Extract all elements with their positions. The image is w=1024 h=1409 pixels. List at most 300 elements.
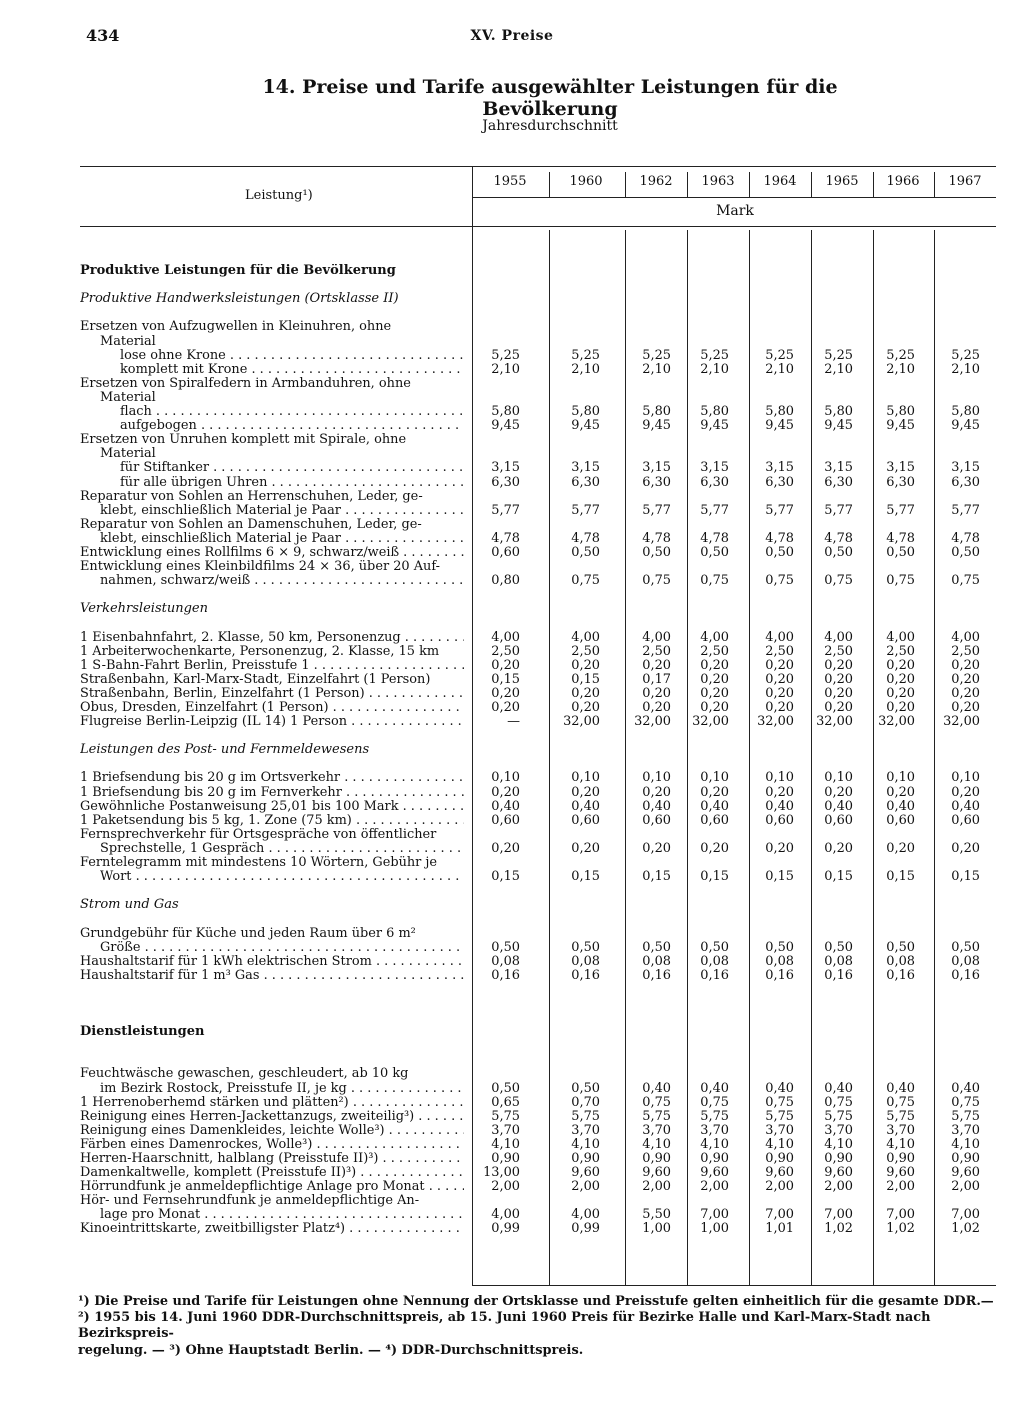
value-cell: 0,75 bbox=[886, 1094, 915, 1110]
value-cell: 0,10 bbox=[700, 770, 729, 786]
value-cell: 4,10 bbox=[571, 1136, 600, 1152]
value-cell: 6,30 bbox=[700, 474, 729, 490]
value-cell: 5,75 bbox=[765, 1108, 794, 1124]
table-row bbox=[80, 814, 996, 828]
value-cell: 7,00 bbox=[886, 1207, 915, 1223]
value-cell: 2,10 bbox=[886, 361, 915, 377]
row-label-text: Reinigung eines Damenkleides, leichte Wolle³) bbox=[80, 1123, 385, 1138]
value-cell: 0,20 bbox=[700, 784, 729, 800]
value-cell: 5,77 bbox=[642, 502, 671, 518]
table-row bbox=[80, 490, 996, 504]
value-cell: 5,80 bbox=[886, 404, 915, 420]
value-cell: 0,75 bbox=[700, 1094, 729, 1110]
value-cell: 0,20 bbox=[700, 685, 729, 701]
table-row bbox=[80, 884, 996, 898]
value-cell: 4,10 bbox=[491, 1136, 520, 1152]
row-label-text: Ersetzen von Spiralfedern in Armbanduhren, ohne bbox=[80, 376, 411, 391]
row-label bbox=[80, 1152, 464, 1166]
value-cell: 0,16 bbox=[642, 967, 671, 983]
leader-dots bbox=[414, 1110, 464, 1124]
value-cell: 4,78 bbox=[491, 530, 520, 546]
table-row bbox=[80, 588, 996, 602]
value-cell: 0,60 bbox=[951, 812, 980, 828]
value-cell: 2,10 bbox=[765, 361, 794, 377]
table-row bbox=[80, 476, 996, 490]
value-cell: 0,90 bbox=[765, 1151, 794, 1166]
value-cell: 0,40 bbox=[765, 798, 794, 814]
value-cell: 4,10 bbox=[642, 1136, 671, 1152]
leader-dots bbox=[365, 687, 464, 701]
value-cell: 0,20 bbox=[824, 840, 853, 856]
leader-dots bbox=[347, 715, 464, 729]
value-cell: 4,78 bbox=[700, 530, 729, 546]
value-cell: 0,90 bbox=[642, 1151, 671, 1166]
value-cell: 0,75 bbox=[951, 1094, 980, 1110]
subsection-heading bbox=[80, 602, 996, 616]
value-cell: 9,60 bbox=[700, 1165, 729, 1181]
row-label bbox=[80, 955, 464, 969]
table-row bbox=[80, 659, 996, 673]
value-cell: 4,78 bbox=[824, 530, 853, 546]
year-header: 1967 bbox=[948, 174, 982, 189]
value-cell: 0,20 bbox=[700, 657, 729, 673]
row-label-text: Färben eines Damenrockes, Wolle³) bbox=[80, 1137, 313, 1152]
value-cell: 4,10 bbox=[765, 1136, 794, 1152]
value-cell: 5,77 bbox=[700, 502, 729, 518]
leader-dots bbox=[264, 842, 464, 856]
value-cell: 0,10 bbox=[886, 770, 915, 786]
table-row bbox=[80, 941, 996, 955]
value-cell: 0,20 bbox=[886, 700, 915, 715]
value-cell: 4,10 bbox=[951, 1136, 980, 1152]
value-cell: 0,75 bbox=[824, 1094, 853, 1110]
value-cell: 7,00 bbox=[700, 1207, 729, 1223]
value-cell: 0,20 bbox=[951, 784, 980, 800]
value-cell: 0,60 bbox=[491, 812, 520, 828]
row-label-text: im Bezirk Rostock, Preisstufe II, je kg bbox=[100, 1081, 347, 1096]
value-cell: 0,08 bbox=[700, 953, 729, 969]
value-cell: 2,50 bbox=[886, 643, 915, 659]
row-label-text: 1 Briefsendung bis 20 g im Fernverkehr bbox=[80, 785, 342, 800]
value-cell: 0,60 bbox=[824, 812, 853, 828]
value-cell: 32,00 bbox=[878, 714, 915, 730]
value-cell: 0,16 bbox=[951, 967, 980, 983]
value-cell: 0,40 bbox=[824, 798, 853, 814]
value-cell: 0,15 bbox=[642, 869, 671, 885]
value-cell: 5,75 bbox=[824, 1108, 853, 1124]
table-row bbox=[80, 391, 996, 405]
value-cell: 0,20 bbox=[642, 700, 671, 715]
table-row bbox=[80, 800, 996, 814]
row-label-text: Feuchtwäsche gewaschen, geschleudert, ab 10 kg bbox=[80, 1067, 409, 1082]
value-cell: 0,20 bbox=[642, 784, 671, 800]
value-cell: 5,77 bbox=[824, 502, 853, 518]
row-label bbox=[80, 1138, 464, 1152]
value-cell: 0,10 bbox=[571, 770, 600, 786]
row-label bbox=[80, 602, 464, 616]
table-row bbox=[80, 687, 996, 701]
row-label bbox=[80, 1067, 464, 1081]
value-cell: 0,20 bbox=[700, 671, 729, 687]
row-label bbox=[80, 532, 464, 546]
value-cell: 0,20 bbox=[951, 685, 980, 701]
year-header: 1962 bbox=[639, 174, 673, 189]
value-cell: 32,00 bbox=[692, 714, 729, 730]
value-cell: 0,50 bbox=[824, 939, 853, 955]
value-cell: 2,00 bbox=[491, 1179, 520, 1195]
value-cell: 9,45 bbox=[700, 418, 729, 434]
row-label bbox=[80, 1096, 464, 1110]
value-cell: 0,20 bbox=[765, 784, 794, 800]
leader-dots bbox=[385, 1124, 464, 1138]
table-row bbox=[80, 757, 996, 771]
row-label bbox=[80, 320, 464, 334]
table-row bbox=[80, 1166, 996, 1180]
row-label bbox=[80, 461, 464, 475]
table-row bbox=[80, 786, 996, 800]
value-cell: 0,40 bbox=[700, 798, 729, 814]
value-cell: 9,60 bbox=[571, 1165, 600, 1181]
column-separator bbox=[934, 172, 935, 197]
table-row bbox=[80, 673, 996, 687]
value-cell: 5,80 bbox=[765, 404, 794, 420]
row-label-text: Verkehrsleistungen bbox=[80, 602, 208, 617]
table-row bbox=[80, 560, 996, 574]
table-row bbox=[80, 546, 996, 560]
value-cell: 0,40 bbox=[491, 798, 520, 814]
value-cell: 0,50 bbox=[886, 939, 915, 955]
year-header: 1955 bbox=[493, 174, 527, 189]
row-label bbox=[80, 870, 464, 884]
table-row bbox=[80, 574, 996, 588]
leader-dots bbox=[197, 419, 464, 433]
value-cell: 0,20 bbox=[571, 657, 600, 673]
value-cell: 4,00 bbox=[571, 1207, 600, 1223]
row-label-text: Entwicklung eines Kleinbildfilms 24 × 36, über 20 Auf- bbox=[80, 560, 440, 575]
value-cell: 0,60 bbox=[642, 812, 671, 828]
value-cell: 0,15 bbox=[951, 869, 980, 885]
row-label bbox=[80, 405, 464, 419]
unit-label: Mark bbox=[716, 203, 754, 219]
row-label bbox=[80, 898, 464, 912]
row-label bbox=[80, 771, 464, 785]
column-separator bbox=[549, 172, 550, 197]
table-title: 14. Preise und Tarife ausgewählter Leistungen für die Bevölkerung bbox=[262, 76, 838, 120]
value-cell: 0,20 bbox=[765, 840, 794, 856]
value-cell: 3,70 bbox=[642, 1122, 671, 1138]
value-cell: 0,20 bbox=[886, 840, 915, 856]
value-cell: 0,20 bbox=[642, 685, 671, 701]
row-label bbox=[80, 476, 464, 490]
value-cell: 0,15 bbox=[491, 869, 520, 885]
value-cell: 3,15 bbox=[765, 460, 794, 476]
value-cell: 6,30 bbox=[571, 474, 600, 490]
value-cell: 0,50 bbox=[886, 544, 915, 560]
value-cell: 0,15 bbox=[491, 671, 520, 687]
value-cell: 0,20 bbox=[765, 700, 794, 715]
value-cell: 1,00 bbox=[700, 1221, 729, 1237]
leader-dots bbox=[329, 701, 464, 715]
value-cell: 2,00 bbox=[886, 1179, 915, 1195]
value-cell: 6,30 bbox=[765, 474, 794, 490]
table-row bbox=[80, 1138, 996, 1152]
row-label-text: Reparatur von Sohlen an Damenschuhen, Leder, ge- bbox=[80, 517, 422, 532]
value-cell: 0,40 bbox=[824, 1080, 853, 1096]
footnote-2: ²) 1955 bis 14. Juni 1960 DDR-Durchschnittspreis, ab 15. Juni 1960 Preis für Bezirke Halle und Karl-Marx-Stadt nach Bezirkspreis- bbox=[78, 1310, 931, 1342]
table-row bbox=[80, 1053, 996, 1067]
value-cell: 0,60 bbox=[765, 812, 794, 828]
value-cell: 0,20 bbox=[886, 671, 915, 687]
value-cell: 0,75 bbox=[765, 1094, 794, 1110]
value-cell: 1,01 bbox=[765, 1221, 794, 1237]
row-label bbox=[80, 743, 464, 757]
value-cell: 9,60 bbox=[886, 1165, 915, 1181]
value-cell: 0,20 bbox=[491, 657, 520, 673]
value-cell: 0,20 bbox=[571, 840, 600, 856]
table-row bbox=[80, 828, 996, 842]
value-cell: 6,30 bbox=[951, 474, 980, 490]
value-cell: 0,75 bbox=[571, 573, 600, 589]
value-cell: 0,50 bbox=[700, 939, 729, 955]
value-cell: 0,20 bbox=[700, 700, 729, 715]
row-label-text: flach bbox=[120, 405, 152, 420]
row-label-text: Kinoeintrittskarte, zweitbilligster Platz⁴) bbox=[80, 1222, 346, 1237]
leader-dots bbox=[401, 631, 464, 645]
leader-dots bbox=[399, 546, 464, 560]
value-cell: 0,75 bbox=[642, 1094, 671, 1110]
leader-dots bbox=[372, 955, 464, 969]
value-cell: 0,20 bbox=[951, 700, 980, 715]
table-row bbox=[80, 349, 996, 363]
value-cell: 0,20 bbox=[765, 671, 794, 687]
row-label bbox=[80, 631, 464, 645]
row-label-text: Material bbox=[100, 334, 156, 349]
leader-dots bbox=[340, 771, 464, 785]
value-cell: 0,15 bbox=[886, 869, 915, 885]
leader-dots bbox=[226, 349, 464, 363]
value-cell: 5,80 bbox=[951, 404, 980, 420]
value-cell: 0,65 bbox=[491, 1094, 520, 1110]
table-row bbox=[80, 1194, 996, 1208]
value-cell: 4,78 bbox=[571, 530, 600, 546]
value-cell: 0,20 bbox=[951, 657, 980, 673]
value-cell: 0,16 bbox=[700, 967, 729, 983]
footnotes bbox=[78, 1294, 994, 1359]
value-cell: 0,20 bbox=[824, 685, 853, 701]
value-cell: 0,40 bbox=[886, 1080, 915, 1096]
value-cell: 9,45 bbox=[824, 418, 853, 434]
row-label bbox=[80, 1082, 464, 1096]
value-cell: 3,70 bbox=[491, 1122, 520, 1138]
row-label bbox=[80, 391, 464, 405]
value-cell: 0,08 bbox=[951, 953, 980, 969]
table-row bbox=[80, 504, 996, 518]
leader-dots bbox=[260, 969, 465, 983]
row-label-text: Flugreise Berlin-Leipzig (IL 14) 1 Person bbox=[80, 715, 348, 730]
value-cell: 3,70 bbox=[765, 1122, 794, 1138]
table-row bbox=[80, 1180, 996, 1194]
value-cell: 0,50 bbox=[700, 544, 729, 560]
table-row bbox=[80, 335, 996, 349]
value-cell: 0,60 bbox=[886, 812, 915, 828]
row-label-text: für alle übrigen Uhren bbox=[120, 475, 268, 490]
value-cell: 0,20 bbox=[491, 685, 520, 701]
row-label bbox=[80, 433, 464, 447]
value-cell: 32,00 bbox=[816, 714, 853, 730]
row-label-text: klebt, einschließlich Material je Paar bbox=[100, 503, 341, 518]
table-row bbox=[80, 1222, 996, 1236]
column-separator bbox=[625, 172, 626, 197]
value-cell: 0,20 bbox=[886, 685, 915, 701]
page-number: 434 bbox=[86, 26, 120, 45]
row-label bbox=[80, 490, 464, 504]
row-label bbox=[80, 856, 464, 870]
row-label-text: 1 Paketsendung bis 5 kg, 1. Zone (75 km) bbox=[80, 813, 352, 828]
value-cell: 5,80 bbox=[700, 404, 729, 420]
value-cell: 5,77 bbox=[571, 502, 600, 518]
leader-dots bbox=[267, 476, 464, 490]
row-label bbox=[80, 842, 464, 856]
column-separator bbox=[811, 172, 812, 197]
row-label-text: Dienstleistungen bbox=[80, 1025, 205, 1040]
value-cell: 0,99 bbox=[571, 1221, 600, 1237]
row-label-text: Hörrundfunk je anmeldepflichtige Anlage pro Monat bbox=[80, 1180, 425, 1195]
row-label-text: Hör- und Fernsehrundfunk je anmeldepflichtige An- bbox=[80, 1194, 420, 1209]
column-separator bbox=[749, 172, 750, 197]
column-separator bbox=[873, 172, 874, 197]
row-label-text: Reparatur von Sohlen an Herrenschuhen, Leder, ge- bbox=[80, 489, 423, 504]
row-label-text: Straßenbahn, Berlin, Einzelfahrt (1 Person) bbox=[80, 686, 365, 701]
value-cell: 0,10 bbox=[951, 770, 980, 786]
value-cell: 6,30 bbox=[824, 474, 853, 490]
row-label-text: nahmen, schwarz/weiß bbox=[100, 574, 251, 589]
value-cell: 32,00 bbox=[757, 714, 794, 730]
row-label-text: Größe bbox=[100, 940, 141, 955]
value-cell: 4,00 bbox=[642, 629, 671, 645]
table-row bbox=[80, 1124, 996, 1138]
value-cell: 0,15 bbox=[824, 869, 853, 885]
row-label-text: Fernsprechverkehr für Ortsgespräche von öffentlicher bbox=[80, 827, 437, 842]
leader-dots bbox=[349, 1096, 464, 1110]
row-label bbox=[80, 828, 464, 842]
leader-dots bbox=[209, 461, 464, 475]
value-cell: 2,00 bbox=[571, 1179, 600, 1195]
value-cell: 5,25 bbox=[765, 347, 794, 363]
row-label-text: Straßenbahn, Karl-Marx-Stadt, Einzelfahrt (1 Person) bbox=[80, 672, 431, 687]
value-cell: 2,10 bbox=[491, 361, 520, 377]
table-row bbox=[80, 983, 996, 997]
row-label-text: Strom und Gas bbox=[80, 898, 179, 913]
table-bottom-rule bbox=[472, 1285, 996, 1286]
value-cell: 4,00 bbox=[571, 629, 600, 645]
value-cell: 5,77 bbox=[886, 502, 915, 518]
value-cell: 2,50 bbox=[571, 643, 600, 659]
column-separator bbox=[687, 172, 688, 197]
row-label bbox=[80, 800, 464, 814]
value-cell: 5,75 bbox=[700, 1108, 729, 1124]
leader-dots bbox=[341, 532, 464, 546]
value-cell: 2,00 bbox=[642, 1179, 671, 1195]
value-cell: 0,40 bbox=[886, 798, 915, 814]
row-label-text: 1 S-Bahn-Fahrt Berlin, Preisstufe 1 bbox=[80, 658, 310, 673]
value-cell: 0,80 bbox=[491, 573, 520, 589]
row-label bbox=[80, 419, 464, 433]
value-cell: 9,60 bbox=[765, 1165, 794, 1181]
value-cell: 13,00 bbox=[483, 1165, 520, 1181]
value-cell: 5,80 bbox=[642, 404, 671, 420]
row-label bbox=[80, 1124, 464, 1138]
value-cell: — bbox=[507, 714, 520, 730]
value-cell: 5,77 bbox=[491, 502, 520, 518]
value-cell: 0,75 bbox=[765, 573, 794, 589]
row-label bbox=[80, 1166, 464, 1180]
value-cell: 0,20 bbox=[491, 784, 520, 800]
value-cell: 0,50 bbox=[571, 544, 600, 560]
value-cell: 4,10 bbox=[824, 1136, 853, 1152]
leader-dots bbox=[200, 1208, 464, 1222]
table-row bbox=[80, 701, 996, 715]
table-row bbox=[80, 518, 996, 532]
row-label-text: lage pro Monat bbox=[100, 1208, 201, 1223]
value-cell: 0,16 bbox=[886, 967, 915, 983]
row-label-text: Ferntelegramm mit mindestens 10 Wörtern, Gebühr je bbox=[80, 856, 438, 871]
value-cell: 5,77 bbox=[951, 502, 980, 518]
footnote-3: regelung. — ³) Ohne Hauptstadt Berlin. — ⁴) DDR-Durchschnittspreis. bbox=[78, 1342, 584, 1358]
row-label bbox=[80, 701, 464, 715]
section-heading bbox=[80, 264, 996, 278]
row-label-text: 1 Herrenoberhemd stärken und plätten²) bbox=[80, 1095, 349, 1110]
value-cell: 0,75 bbox=[951, 573, 980, 589]
table-row bbox=[80, 1067, 996, 1081]
value-cell: 5,80 bbox=[571, 404, 600, 420]
value-cell: 2,00 bbox=[765, 1179, 794, 1195]
value-cell: 32,00 bbox=[634, 714, 671, 730]
value-cell: 4,00 bbox=[491, 1207, 520, 1223]
value-cell: 5,25 bbox=[824, 347, 853, 363]
value-cell: 5,80 bbox=[824, 404, 853, 420]
row-label-text: Leistungen des Post- und Fernmeldewesens bbox=[80, 743, 370, 758]
value-cell: 0,20 bbox=[951, 840, 980, 856]
value-cell: 5,75 bbox=[886, 1108, 915, 1124]
value-cell: 9,45 bbox=[642, 418, 671, 434]
row-label-text: für Stiftanker bbox=[120, 461, 210, 476]
table-row bbox=[80, 405, 996, 419]
row-label bbox=[80, 546, 464, 560]
value-cell: 0,20 bbox=[491, 840, 520, 856]
row-label bbox=[80, 659, 464, 673]
table-row bbox=[80, 250, 996, 264]
row-label-text: komplett mit Krone bbox=[120, 362, 248, 377]
value-cell: 2,50 bbox=[765, 643, 794, 659]
table-row bbox=[80, 1039, 996, 1053]
value-cell: 2,00 bbox=[824, 1179, 853, 1195]
header-split-rule bbox=[472, 197, 996, 198]
value-cell: 0,20 bbox=[824, 784, 853, 800]
row-label-text: Material bbox=[100, 390, 156, 405]
value-cell: 0,90 bbox=[491, 1151, 520, 1166]
value-cell: 0,90 bbox=[700, 1151, 729, 1166]
value-cell: 2,00 bbox=[700, 1179, 729, 1195]
value-cell: 5,25 bbox=[951, 347, 980, 363]
value-cell: 5,25 bbox=[886, 347, 915, 363]
value-cell: 0,20 bbox=[765, 685, 794, 701]
table-row bbox=[80, 842, 996, 856]
leader-dots bbox=[347, 1082, 464, 1096]
value-cell: 7,00 bbox=[951, 1207, 980, 1223]
chapter-heading: XV. Preise bbox=[470, 28, 554, 44]
value-cell: 5,80 bbox=[491, 404, 520, 420]
value-cell: 0,08 bbox=[765, 953, 794, 969]
